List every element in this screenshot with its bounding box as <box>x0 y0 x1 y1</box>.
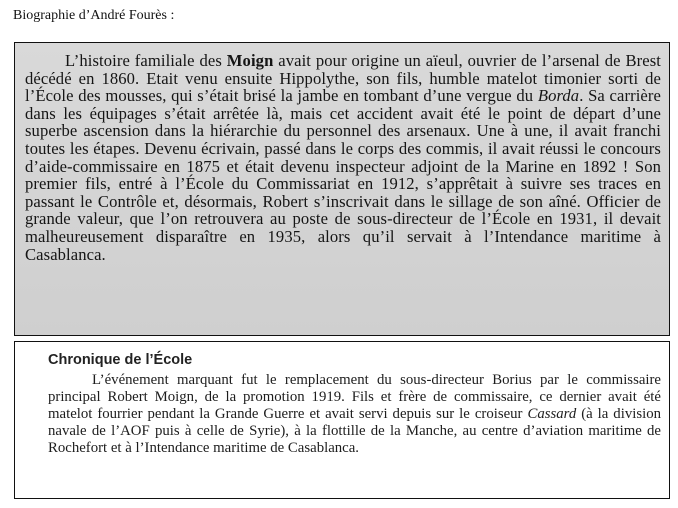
chronicle-text-part1: L’événement marquant fut le remplacement du sous-directeur Borius par le commissaire principal Robert Moign, de la promotion 1919. Fils et frère de commissaire, ce dernier avait été matelot fourrier pendant la Grande Guerre et avait servi depuis sur le croiseur <box>48 372 661 422</box>
biography-text-part2: . Sa carrière dans les équipages s’était arrêtée là, mais cet accident avait été le point de départ d’une superbe ascension dans la hiérarchie du personnel des arsenaux. Une à une, il avait franchi toutes les étapes. Devenu écrivain, passé dans le corps des commis, il avait réussi le concours d’aide-commissaire en 1875 et était devenu inspecteur adjoint de la Marine en 1892 ! Son premier fils, entré à l’École du Commissariat en 1912, s’apprêtait à suivre ses traces en passant le Contrôle et, désormais, Robert s’inscrivait dans le sillage de son aîné. Officier de grande valeur, que l’on retrouvera au poste de sous-directeur de l’École en 1931, il devait malheureusement disparaître en 1935, alors qu’il servait à l’Intendance maritime à Casablanca. <box>25 86 661 264</box>
ship-name-cassard: Cassard <box>527 405 577 422</box>
biography-paragraph <box>25 52 661 263</box>
chronicle-text-part2: (à la division navale de l’AOF puis à celle de Syrie), à la flottille de la Manche, au centre d’aviation maritime de Rochefort et à l’Intendance maritime de Casablanca. <box>48 405 661 456</box>
chronicle-paragraph <box>48 372 661 457</box>
ship-name-borda: Borda <box>537 86 580 106</box>
page-heading: Biographie d’André Fourès : <box>13 8 175 23</box>
family-name-bold: Moign <box>226 51 274 70</box>
biography-clipping <box>14 42 670 336</box>
biography-intro-text: L’histoire familiale des <box>65 51 227 70</box>
biography-text-part1: avait pour origine un aïeul, ouvrier de l’arsenal de Brest décédé en 1860. Etait venu ensuite Hippolythe, son fils, humble matelot timonier sorti de l’École des mousses, qui s’était brisé la jambe en tombant d’une vergue du <box>25 51 661 106</box>
chronicle-title: Chronique de l’École <box>48 352 193 368</box>
school-chronicle-clipping <box>14 341 670 499</box>
